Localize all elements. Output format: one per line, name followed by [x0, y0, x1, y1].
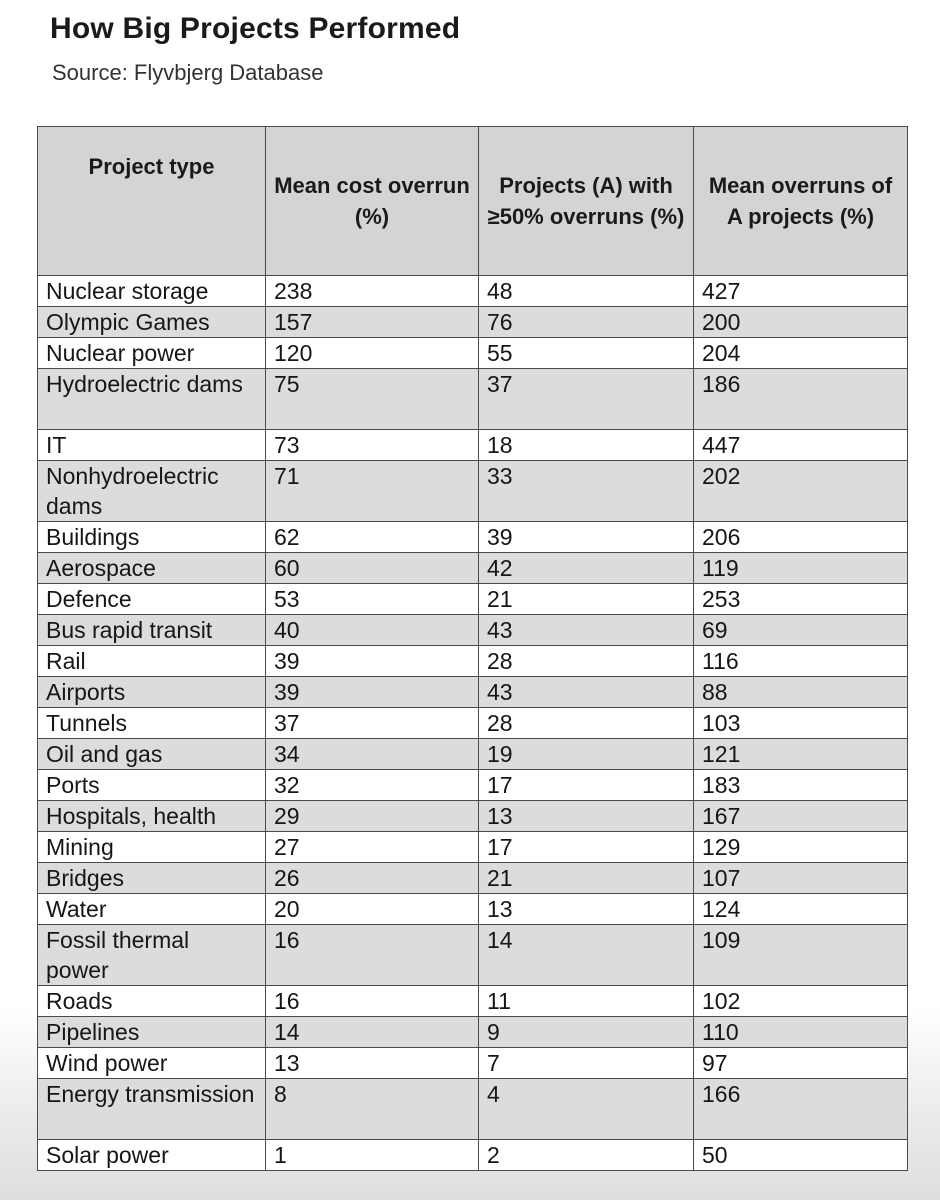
cell-project-type: IT: [38, 430, 266, 461]
cell-project-type: Nuclear power: [38, 338, 266, 369]
cell-mean-cost-overrun: 39: [266, 646, 479, 677]
cell-project-type: Mining: [38, 832, 266, 863]
cell-projects-a: 21: [479, 863, 694, 894]
table-row: [38, 770, 908, 801]
cell-project-type: Nonhydroelectric dams: [38, 461, 266, 522]
cell-mean-cost-overrun: 26: [266, 863, 479, 894]
cell-projects-a: 17: [479, 770, 694, 801]
cell-projects-a: 18: [479, 430, 694, 461]
cell-project-type: Hydroelectric dams: [38, 369, 266, 430]
cell-projects-a: 21: [479, 584, 694, 615]
table-row: [38, 553, 908, 584]
cell-mean-overruns-a: 183: [694, 770, 908, 801]
cell-project-type: Defence: [38, 584, 266, 615]
table-row: [38, 925, 908, 986]
column-header-project-type: Project type: [38, 127, 266, 276]
cell-project-type: Nuclear storage: [38, 276, 266, 307]
cell-mean-overruns-a: 447: [694, 430, 908, 461]
cell-mean-cost-overrun: 37: [266, 708, 479, 739]
cell-mean-overruns-a: 166: [694, 1079, 908, 1140]
table-row: [38, 739, 908, 770]
cell-mean-overruns-a: 116: [694, 646, 908, 677]
cell-mean-overruns-a: 129: [694, 832, 908, 863]
column-header-mean-cost-overrun: Mean cost overrun (%): [266, 127, 479, 276]
cell-project-type: Pipelines: [38, 1017, 266, 1048]
cell-mean-overruns-a: 88: [694, 677, 908, 708]
cell-mean-cost-overrun: 27: [266, 832, 479, 863]
cell-mean-cost-overrun: 14: [266, 1017, 479, 1048]
cell-project-type: Olympic Games: [38, 307, 266, 338]
cell-mean-overruns-a: 206: [694, 522, 908, 553]
table-row: [38, 307, 908, 338]
cell-projects-a: 13: [479, 801, 694, 832]
cell-project-type: Bridges: [38, 863, 266, 894]
cell-projects-a: 2: [479, 1140, 694, 1171]
cell-projects-a: 28: [479, 708, 694, 739]
cell-project-type: Bus rapid transit: [38, 615, 266, 646]
cell-project-type: Aerospace: [38, 553, 266, 584]
cell-mean-cost-overrun: 71: [266, 461, 479, 522]
cell-project-type: Rail: [38, 646, 266, 677]
cell-mean-overruns-a: 119: [694, 553, 908, 584]
cell-projects-a: 48: [479, 276, 694, 307]
table-row: [38, 276, 908, 307]
table-row: [38, 1140, 908, 1171]
cell-project-type: Oil and gas: [38, 739, 266, 770]
cell-mean-cost-overrun: 34: [266, 739, 479, 770]
table-row: [38, 338, 908, 369]
cell-mean-overruns-a: 202: [694, 461, 908, 522]
cell-mean-cost-overrun: 238: [266, 276, 479, 307]
table-row: [38, 461, 908, 522]
cell-mean-overruns-a: 103: [694, 708, 908, 739]
cell-mean-cost-overrun: 157: [266, 307, 479, 338]
cell-mean-overruns-a: 69: [694, 615, 908, 646]
table-row: [38, 708, 908, 739]
cell-mean-cost-overrun: 40: [266, 615, 479, 646]
cell-mean-cost-overrun: 13: [266, 1048, 479, 1079]
cell-mean-cost-overrun: 75: [266, 369, 479, 430]
table-row: [38, 646, 908, 677]
cell-mean-cost-overrun: 60: [266, 553, 479, 584]
cell-mean-overruns-a: 102: [694, 986, 908, 1017]
cell-projects-a: 39: [479, 522, 694, 553]
cell-mean-overruns-a: 50: [694, 1140, 908, 1171]
source-caption: Source: Flyvbjerg Database: [52, 60, 324, 85]
cell-mean-overruns-a: 109: [694, 925, 908, 986]
cell-mean-cost-overrun: 8: [266, 1079, 479, 1140]
cell-mean-cost-overrun: 16: [266, 925, 479, 986]
cell-mean-cost-overrun: 32: [266, 770, 479, 801]
projects-table: [37, 126, 908, 1171]
cell-mean-cost-overrun: 39: [266, 677, 479, 708]
table-row: [38, 801, 908, 832]
cell-projects-a: 42: [479, 553, 694, 584]
cell-mean-cost-overrun: 73: [266, 430, 479, 461]
table-row: [38, 522, 908, 553]
cell-mean-cost-overrun: 53: [266, 584, 479, 615]
header-row: [38, 127, 908, 276]
table-header: [38, 127, 908, 276]
cell-mean-overruns-a: 186: [694, 369, 908, 430]
cell-mean-overruns-a: 200: [694, 307, 908, 338]
cell-projects-a: 9: [479, 1017, 694, 1048]
cell-mean-cost-overrun: 1: [266, 1140, 479, 1171]
table-row: [38, 894, 908, 925]
cell-mean-overruns-a: 124: [694, 894, 908, 925]
table-row: [38, 863, 908, 894]
cell-mean-overruns-a: 427: [694, 276, 908, 307]
cell-mean-overruns-a: 107: [694, 863, 908, 894]
table-row: [38, 430, 908, 461]
cell-mean-overruns-a: 110: [694, 1017, 908, 1048]
cell-project-type: Energy transmission: [38, 1079, 266, 1140]
table-row: [38, 615, 908, 646]
cell-projects-a: 37: [479, 369, 694, 430]
table-row: [38, 584, 908, 615]
cell-project-type: Buildings: [38, 522, 266, 553]
cell-projects-a: 55: [479, 338, 694, 369]
cell-project-type: Tunnels: [38, 708, 266, 739]
cell-mean-cost-overrun: 29: [266, 801, 479, 832]
cell-projects-a: 19: [479, 739, 694, 770]
column-header-projects-a: Projects (A) with ≥50% overruns (%): [479, 127, 694, 276]
cell-project-type: Fossil thermal power: [38, 925, 266, 986]
cell-projects-a: 76: [479, 307, 694, 338]
cell-mean-cost-overrun: 20: [266, 894, 479, 925]
table-row: [38, 832, 908, 863]
cell-mean-overruns-a: 121: [694, 739, 908, 770]
cell-projects-a: 11: [479, 986, 694, 1017]
cell-project-type: Wind power: [38, 1048, 266, 1079]
table-row: [38, 1079, 908, 1140]
cell-projects-a: 7: [479, 1048, 694, 1079]
page-title: How Big Projects Performed: [50, 12, 461, 45]
cell-projects-a: 33: [479, 461, 694, 522]
cell-mean-overruns-a: 204: [694, 338, 908, 369]
cell-mean-overruns-a: 167: [694, 801, 908, 832]
cell-projects-a: 4: [479, 1079, 694, 1140]
cell-project-type: Hospitals, health: [38, 801, 266, 832]
table-row: [38, 369, 908, 430]
table-row: [38, 1048, 908, 1079]
cell-projects-a: 13: [479, 894, 694, 925]
cell-project-type: Water: [38, 894, 266, 925]
cell-projects-a: 43: [479, 615, 694, 646]
cell-projects-a: 28: [479, 646, 694, 677]
cell-mean-cost-overrun: 16: [266, 986, 479, 1017]
table-row: [38, 1017, 908, 1048]
cell-projects-a: 43: [479, 677, 694, 708]
cell-mean-overruns-a: 97: [694, 1048, 908, 1079]
cell-project-type: Airports: [38, 677, 266, 708]
column-header-mean-overruns-a: Mean overruns of A projects (%): [694, 127, 908, 276]
cell-mean-overruns-a: 253: [694, 584, 908, 615]
cell-projects-a: 17: [479, 832, 694, 863]
cell-mean-cost-overrun: 120: [266, 338, 479, 369]
cell-project-type: Solar power: [38, 1140, 266, 1171]
cell-project-type: Ports: [38, 770, 266, 801]
table-row: [38, 677, 908, 708]
table-row: [38, 986, 908, 1017]
cell-mean-cost-overrun: 62: [266, 522, 479, 553]
table-body: [38, 276, 908, 1171]
cell-projects-a: 14: [479, 925, 694, 986]
cell-project-type: Roads: [38, 986, 266, 1017]
